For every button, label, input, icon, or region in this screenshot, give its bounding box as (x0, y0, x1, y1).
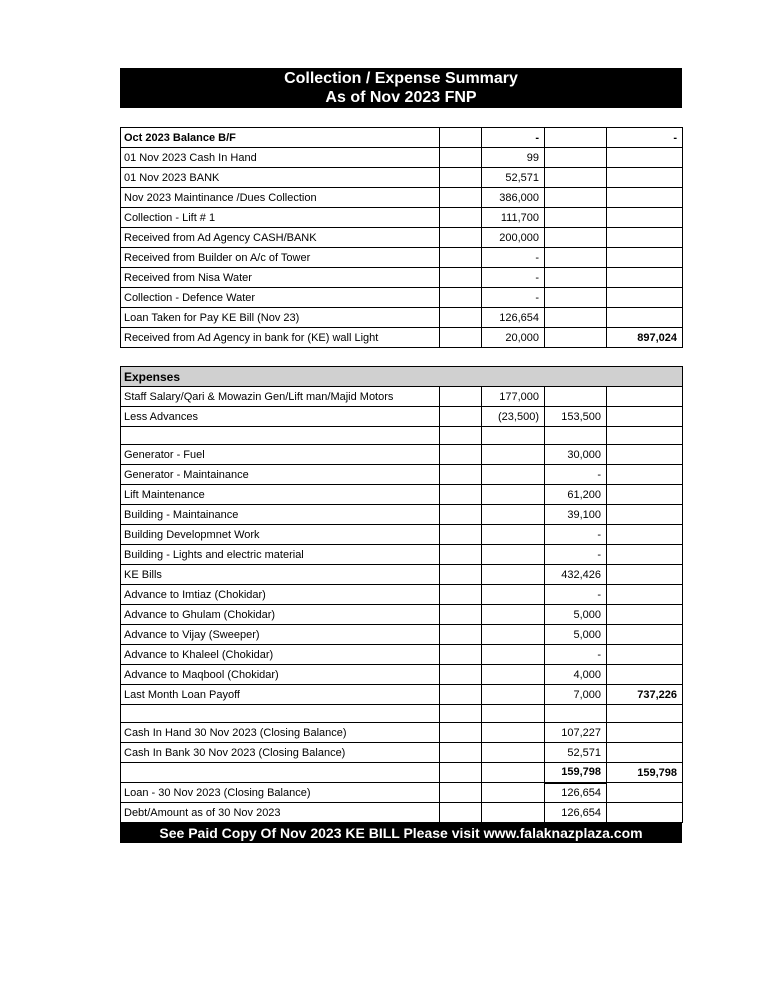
row-net: 153,500 (545, 407, 607, 427)
table-row (121, 407, 683, 427)
row-label: Cash In Bank 30 Nov 2023 (Closing Balance) (121, 743, 440, 763)
row-value: 107,227 (545, 723, 607, 743)
row-value: - (545, 645, 607, 665)
row-amount: 111,700 (482, 208, 545, 228)
table-row (121, 248, 683, 268)
row-value: 432,426 (545, 565, 607, 585)
table-row (121, 387, 683, 407)
page-title (120, 68, 682, 108)
row-label: Cash In Hand 30 Nov 2023 (Closing Balance) (121, 723, 440, 743)
closing-subtotal: 159,798 (545, 763, 607, 783)
row-value: 126,654 (545, 783, 607, 803)
row-label: Generator - Maintainance (121, 465, 440, 485)
table-row (121, 168, 683, 188)
row-amount: 126,654 (482, 308, 545, 328)
table-row (121, 565, 683, 585)
row-value: 61,200 (545, 485, 607, 505)
table-row (121, 625, 683, 645)
row-value: - (545, 525, 607, 545)
table-row (121, 308, 683, 328)
row-value: - (545, 465, 607, 485)
table-row (121, 288, 683, 308)
table-row (121, 723, 683, 743)
row-label: Collection - Lift # 1 (121, 208, 440, 228)
table-row (121, 545, 683, 565)
row-label: Received from Ad Agency in bank for (KE) wall Light (121, 328, 440, 348)
row-label: Debt/Amount as of 30 Nov 2023 (121, 803, 440, 823)
blank-row (121, 705, 683, 723)
row-amount: - (482, 128, 545, 148)
row-amount: 20,000 (482, 328, 545, 348)
row-value: - (545, 545, 607, 565)
row-total: - (607, 128, 683, 148)
row-label: Loan - 30 Nov 2023 (Closing Balance) (121, 783, 440, 803)
table-row (121, 485, 683, 505)
row-label: Collection - Defence Water (121, 288, 440, 308)
table-row (121, 268, 683, 288)
row-label: Less Advances (121, 407, 440, 427)
row-label: 01 Nov 2023 Cash In Hand (121, 148, 440, 168)
table-row (121, 328, 683, 348)
row-label: Lift Maintenance (121, 485, 440, 505)
row-label: KE Bills (121, 565, 440, 585)
row-label: Received from Nisa Water (121, 268, 440, 288)
subtotal-row (121, 763, 683, 783)
row-label: Building Developmnet Work (121, 525, 440, 545)
row-label: Staff Salary/Qari & Mowazin Gen/Lift man/Majid Motors (121, 387, 440, 407)
row-label: Generator - Fuel (121, 445, 440, 465)
row-label: Advance to Imtiaz (Chokidar) (121, 585, 440, 605)
table-row (121, 445, 683, 465)
row-value: 5,000 (545, 625, 607, 645)
table-row (121, 665, 683, 685)
table-row (121, 188, 683, 208)
row-amount: 386,000 (482, 188, 545, 208)
collection-table (120, 127, 683, 348)
row-amount: 177,000 (482, 387, 545, 407)
row-label: 01 Nov 2023 BANK (121, 168, 440, 188)
row-value: - (545, 585, 607, 605)
row-label: Nov 2023 Maintinance /Dues Collection (121, 188, 440, 208)
row-value: 126,654 (545, 803, 607, 823)
row-label: Advance to Khaleel (Chokidar) (121, 645, 440, 665)
row-label: Oct 2023 Balance B/F (121, 128, 440, 148)
table-row (121, 148, 683, 168)
table-row (121, 525, 683, 545)
table-row (121, 645, 683, 665)
row-amount: 52,571 (482, 168, 545, 188)
row-label: Advance to Maqbool (Chokidar) (121, 665, 440, 685)
table-row (121, 743, 683, 763)
row-value: 39,100 (545, 505, 607, 525)
row-value: 5,000 (545, 605, 607, 625)
row-value: 52,571 (545, 743, 607, 763)
table-row (121, 128, 683, 148)
row-label: Building - Lights and electric material (121, 545, 440, 565)
table-row (121, 803, 683, 823)
table-row (121, 585, 683, 605)
row-value: 30,000 (545, 445, 607, 465)
expenses-table (120, 366, 683, 823)
table-row (121, 783, 683, 803)
expenses-total: 737,226 (607, 685, 683, 705)
row-label: Advance to Ghulam (Chokidar) (121, 605, 440, 625)
title-line-1: Collection / Expense Summary (284, 70, 518, 87)
title-line-2: As of Nov 2023 FNP (325, 89, 477, 106)
row-amount: - (482, 248, 545, 268)
table-row (121, 208, 683, 228)
row-value: 7,000 (545, 685, 607, 705)
expenses-heading: Expenses (121, 367, 683, 387)
row-amount: 200,000 (482, 228, 545, 248)
row-label: Advance to Vijay (Sweeper) (121, 625, 440, 645)
footer-notice: See Paid Copy Of Nov 2023 KE BILL Please visit www.falaknazplaza.com (120, 823, 682, 843)
row-label: Building - Maintainance (121, 505, 440, 525)
row-amount: (23,500) (482, 407, 545, 427)
closing-total: 159,798 (607, 763, 683, 783)
table-row (121, 465, 683, 485)
table-row (121, 228, 683, 248)
table-row (121, 605, 683, 625)
row-amount: - (482, 288, 545, 308)
row-label: Received from Ad Agency CASH/BANK (121, 228, 440, 248)
row-amount: - (482, 268, 545, 288)
row-value: 4,000 (545, 665, 607, 685)
blank-row (121, 427, 683, 445)
row-label: Last Month Loan Payoff (121, 685, 440, 705)
row-amount: 99 (482, 148, 545, 168)
table-row (121, 505, 683, 525)
expenses-heading-row (121, 367, 683, 387)
collection-total: 897,024 (607, 328, 683, 348)
row-label: Received from Builder on A/c of Tower (121, 248, 440, 268)
table-row (121, 685, 683, 705)
row-label: Loan Taken for Pay KE Bill (Nov 23) (121, 308, 440, 328)
